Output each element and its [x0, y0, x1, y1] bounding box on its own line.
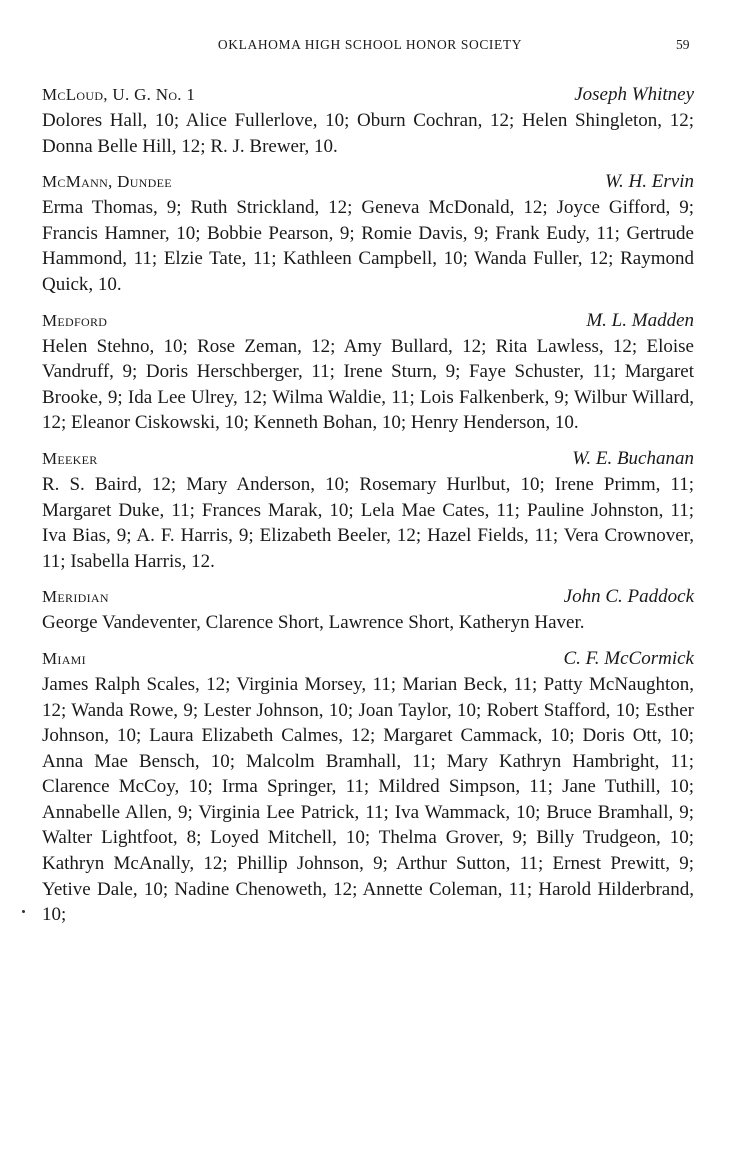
school-name: Meridian: [42, 587, 109, 607]
student-list: Erma Thomas, 9; Ruth Strickland, 12; Geneva McDonald, 12; Joyce Gifford, 9; Francis Hamner, 10; Bobbie Pearson, 9; Romie Davis, 9; Frank Eudy, 11; Gertrude Hammond, 11; Elzie Tate, 11; Kathleen Campbell, 10; Wanda Fuller, 12; Raymond Quick, 10.: [42, 197, 694, 295]
margin-mark: [22, 910, 25, 913]
sponsor-name: W. E. Buchanan: [572, 447, 694, 469]
student-list: R. S. Baird, 12; Mary Anderson, 10; Rosemary Hurlbut, 10; Irene Primm, 11; Margaret Duke, 11; Frances Marak, 10; Lela Mae Cates, 11; Pauline Johnston, 11; Iva Bias, 9; A. F. Harris, 9; Elizabeth Beeler, 12; Hazel Fields, 11; Vera Crownover, 11; Isabella Harris, 12.: [42, 473, 694, 572]
student-list: James Ralph Scales, 12; Virginia Morsey, 11; Marian Beck, 11; Patty McNaughton, 12; Wanda Rowe, 9; Lester Johnson, 10; Joan Taylor, 10; Robert Stafford, 10; Esther Johnson, 10; Laura Elizabeth Calmes, 12; Margaret Cammack, 10; Doris Ott, 10; Anna Mae Bensch, 10; Malcolm Bramhall, 11; Mary Kathryn Hambright, 11; Clarence McCoy, 10; Irma Springer, 11; Mildred Simpson, 11; Jane Tuthill, 10; Annabelle Allen, 9; Virginia Lee Patrick, 11; Iva Wammack, 10; Bruce Bramhall, 9; Walter Lightfoot, 8; Loyed Mitchell, 10; Thelma Grover, 9; Billy Trudgeon, 10; Kathryn McAnally, 12; Phillip Johnson, 9; Arthur Sutton, 11; Ernest Prewitt, 9; Yetive Dale, 10; Nadine Chenoweth, 12; Annette Coleman, 11; Harold Hilderbrand, 10;: [42, 673, 694, 926]
school-entry: [42, 646, 694, 928]
entry-heading: [42, 446, 694, 472]
entry-heading: [42, 308, 694, 334]
sponsor-name: C. F. McCormick: [563, 647, 694, 669]
school-entry: [42, 584, 694, 636]
sponsor-name: Joseph Whitney: [574, 84, 694, 105]
honor-roll-list: [42, 82, 694, 938]
sponsor-name: John C. Paddock: [563, 586, 694, 608]
sponsor-name: M. L. Madden: [586, 309, 694, 331]
school-entry: [42, 308, 694, 436]
entry-heading: [42, 584, 694, 610]
school-entry: [42, 82, 694, 159]
school-entry: [42, 446, 694, 574]
student-list: George Vandeventer, Clarence Short, Lawrence Short, Katheryn Haver.: [42, 612, 585, 634]
school-name: McLoud, U. G. No. 1: [42, 85, 196, 104]
running-head: OKLAHOMA HIGH SCHOOL HONOR SOCIETY: [217, 37, 523, 52]
entry-heading: [42, 646, 694, 672]
school-entry: [42, 169, 694, 297]
school-name: Miami: [42, 648, 86, 668]
school-name: McMann, Dundee: [42, 172, 172, 192]
school-name: Medford: [42, 310, 108, 330]
student-list: Dolores Hall, 10; Alice Fullerlove, 10; Oburn Cochran, 12; Helen Shingleton, 12; Donna Belle Hill, 12; R. J. Brewer, 10.: [42, 110, 694, 157]
student-list: Helen Stehno, 10; Rose Zeman, 12; Amy Bullard, 12; Rita Lawless, 12; Eloise Vandruff, 9; Doris Herschberger, 11; Irene Sturn, 9; Faye Schuster, 11; Margaret Brooke, 9; Ida Lee Ulrey, 12; Wilma Waldie, 11; Lois Falkenberk, 9; Wilbur Willard, 12; Eleanor Ciskowski, 10; Kenneth Bohan, 10; Henry Henderson, 10.: [42, 335, 694, 434]
entry-heading: [42, 82, 694, 108]
school-name: Meeker: [42, 448, 98, 468]
page-number: 59: [676, 37, 690, 52]
sponsor-name: W. H. Ervin: [604, 171, 694, 193]
entry-heading: [42, 169, 694, 195]
